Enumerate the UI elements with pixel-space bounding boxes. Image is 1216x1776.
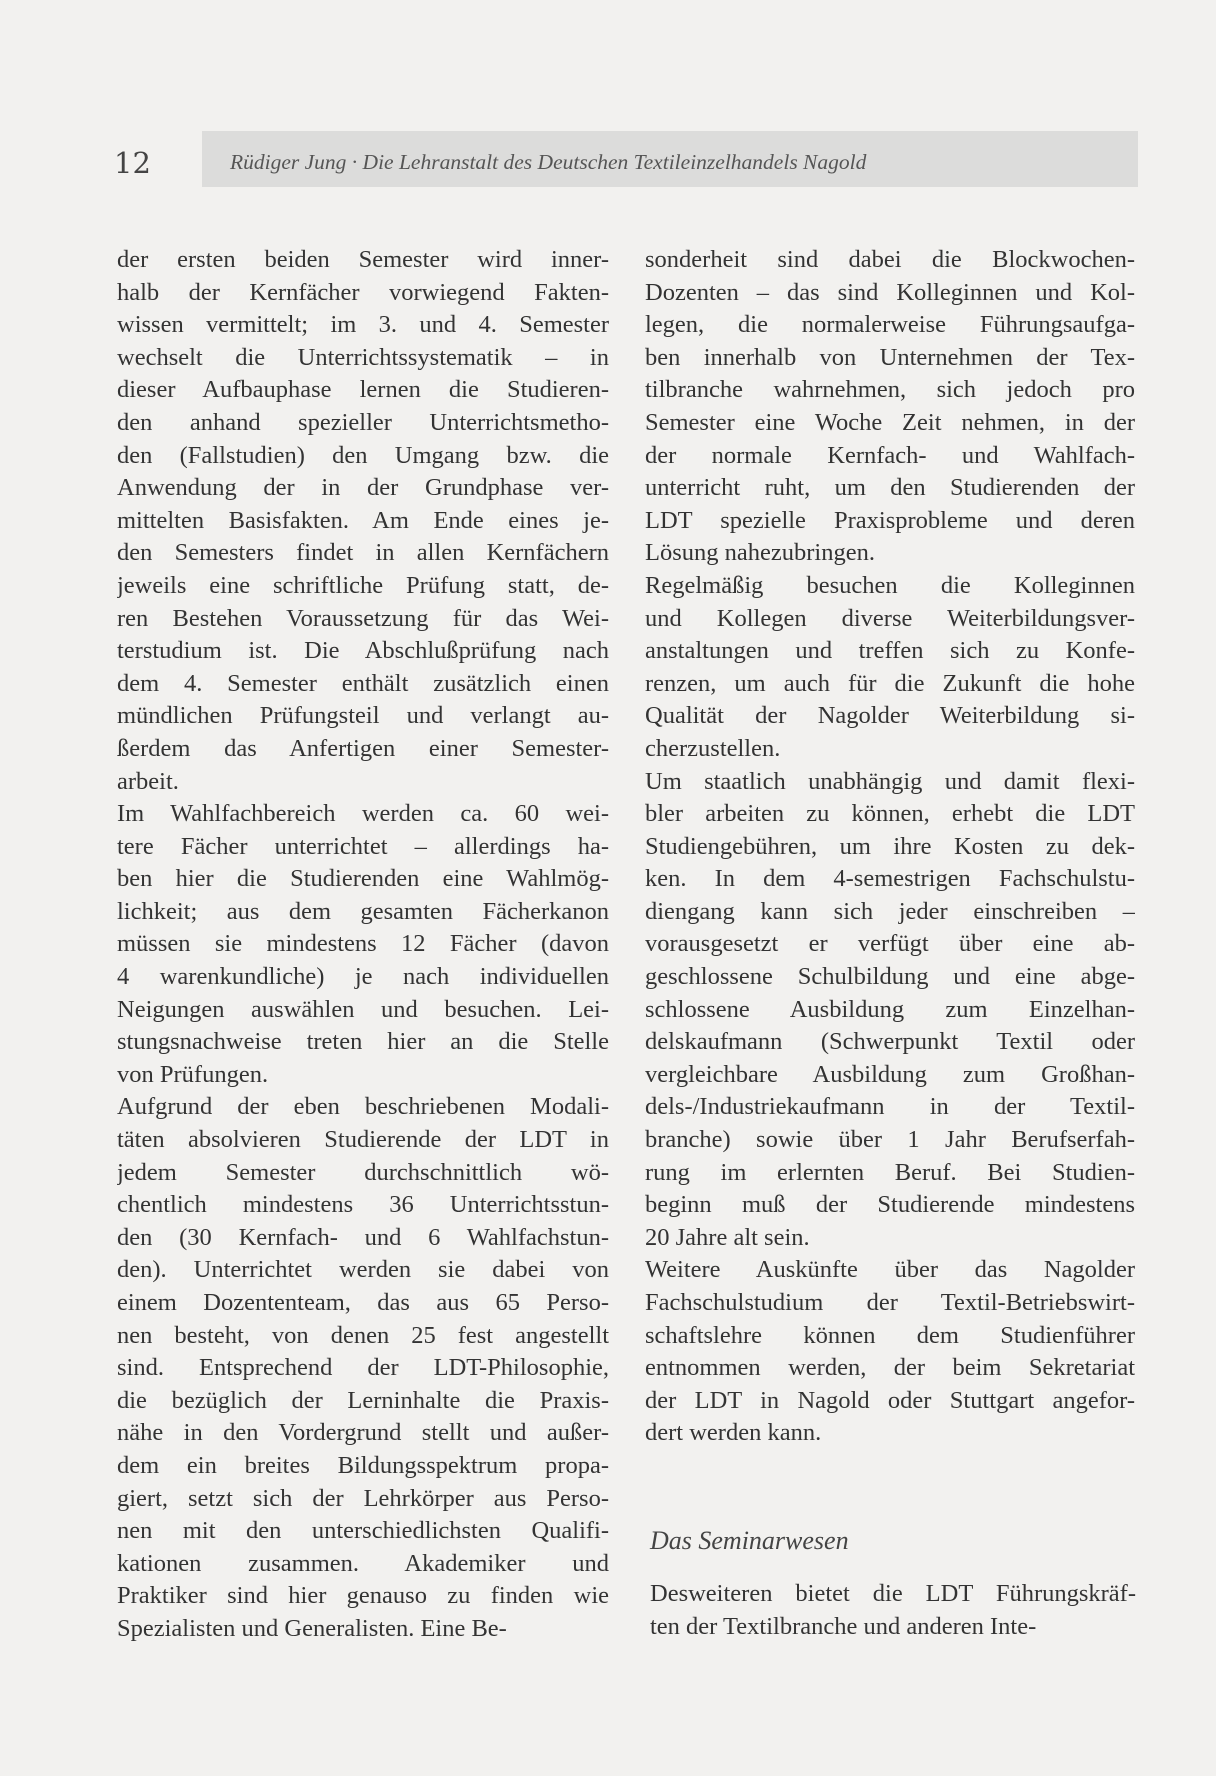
text-line: Im Wahlfachbereich werden ca. 60 wei-: [117, 800, 609, 828]
text-line: chentlich mindestens 36 Unterrichtsstun-: [117, 1191, 609, 1219]
text-line: LDT spezielle Praxisprobleme und deren: [645, 506, 1135, 534]
text-line: täten absolvieren Studierende der LDT in: [117, 1126, 609, 1154]
text-line: mittelten Basisfakten. Am Ende eines je-: [117, 506, 609, 534]
text-line: den Semesters findet in allen Kernfächern: [117, 539, 609, 567]
text-line: nähe in den Vordergrund stellt und außer-: [117, 1419, 609, 1447]
text-line: Aufgrund der eben beschriebenen Modali-: [117, 1093, 609, 1121]
text-line: Um staatlich unabhängig und damit flexi-: [645, 767, 1135, 795]
text-line: dem ein breites Bildungsspektrum propa-: [117, 1451, 609, 1479]
text-line: sonderheit sind dabei die Blockwochen-: [645, 246, 1135, 273]
running-head: Rüdiger Jung · Die Lehranstalt des Deutschen Textileinzelhandels Nagold: [230, 150, 867, 174]
text-line: ken. In dem 4-semestrigen Fachschulstu-: [645, 865, 1135, 893]
text-line: nen mit den unterschiedlichsten Qualifi-: [117, 1517, 609, 1545]
text-line: dels-/Industriekaufmann in der Textil-: [645, 1093, 1135, 1121]
text-line: diengang kann sich jeder einschreiben –: [645, 897, 1135, 925]
text-line: Desweiteren bietet die LDT Führungskräf-: [650, 1580, 1136, 1607]
text-line: legen, die normalerweise Führungsaufga-: [645, 311, 1135, 339]
text-line: Studiengebühren, um ihre Kosten zu dek-: [645, 832, 1135, 860]
text-line: Anwendung der in der Grundphase ver-: [117, 474, 609, 502]
text-line: rung im erlernten Beruf. Bei Studien-: [645, 1158, 1135, 1186]
text-line: ten der Textilbranche und anderen Inte-: [650, 1612, 1037, 1640]
text-line: giert, setzt sich der Lehrkörper aus Perso-: [117, 1484, 609, 1512]
text-line: Spezialisten und Generalisten. Eine Be-: [117, 1614, 507, 1642]
text-line: Praktiker sind hier genauso zu finden wie: [117, 1582, 609, 1610]
text-line: branche) sowie über 1 Jahr Berufserfah-: [645, 1126, 1135, 1154]
text-line: der LDT in Nagold oder Stuttgart angefor-: [645, 1386, 1135, 1414]
text-line: wechselt die Unterrichtssystematik – in: [117, 343, 609, 371]
text-line: Weitere Auskünfte über das Nagolder: [645, 1256, 1135, 1284]
text-line: ben hier die Studierenden eine Wahlmög-: [117, 865, 609, 893]
text-line: einem Dozententeam, das aus 65 Perso-: [117, 1289, 609, 1316]
text-line: Semester eine Woche Zeit nehmen, in der: [645, 408, 1135, 436]
left-column: [117, 244, 609, 1646]
text-line: 20 Jahre alt sein.: [645, 1223, 810, 1251]
text-line: den (Fallstudien) den Umgang bzw. die: [117, 441, 609, 469]
text-line: die bezüglich der Lerninhalte die Praxis-: [117, 1386, 609, 1414]
text-line: schlossene Ausbildung zum Einzelhan-: [645, 995, 1135, 1023]
text-line: Fachschulstudium der Textil-Betriebswirt-: [645, 1289, 1135, 1316]
text-line: 4 warenkundliche) je nach individuellen: [117, 963, 609, 991]
text-line: sind. Entsprechend der LDT-Philosophie,: [117, 1354, 609, 1382]
text-line: schaftslehre können dem Studienführer: [645, 1321, 1135, 1349]
section-heading: Das Seminarwesen: [650, 1526, 849, 1555]
text-line: der ersten beiden Semester wird inner-: [117, 246, 609, 273]
text-line: den (30 Kernfach- und 6 Wahlfachstun-: [117, 1223, 609, 1251]
text-line: Qualität der Nagolder Weiterbildung si-: [645, 702, 1135, 730]
text-line: lichkeit; aus dem gesamten Fächerkanon: [117, 897, 609, 925]
text-line: Regelmäßig besuchen die Kolleginnen: [645, 571, 1135, 599]
text-line: Dozenten – das sind Kolleginnen und Kol-: [645, 278, 1135, 306]
text-line: vorausgesetzt er verfügt über eine ab-: [645, 930, 1135, 958]
text-line: bler arbeiten zu können, erhebt die LDT: [645, 800, 1135, 828]
text-line: halb der Kernfächer vorwiegend Fakten-: [117, 278, 609, 306]
section-text: [650, 1578, 1136, 1643]
text-line: entnommen werden, der beim Sekretariat: [645, 1354, 1135, 1382]
text-line: unterricht ruht, um den Studierenden der: [645, 474, 1135, 502]
text-line: der normale Kernfach- und Wahlfach-: [645, 441, 1135, 469]
text-line: kationen zusammen. Akademiker und: [117, 1549, 609, 1577]
text-line: ben innerhalb von Unternehmen der Tex-: [645, 343, 1135, 371]
text-line: und Kollegen diverse Weiterbildungsver-: [645, 604, 1135, 632]
text-line: Lösung nahezubringen.: [645, 539, 875, 567]
right-column: [645, 244, 1135, 1450]
text-line: ren Bestehen Voraussetzung für das Wei-: [117, 604, 609, 632]
text-line: von Prüfungen.: [117, 1060, 269, 1088]
text-line: geschlossene Schulbildung und eine abge-: [645, 963, 1135, 991]
text-line: den). Unterrichtet werden sie dabei von: [117, 1256, 609, 1284]
text-line: mündlichen Prüfungsteil und verlangt au-: [117, 702, 609, 730]
text-line: renzen, um auch für die Zukunft die hohe: [645, 669, 1135, 697]
text-line: terstudium ist. Die Abschlußprüfung nach: [117, 637, 609, 665]
text-line: tilbranche wahrnehmen, sich jedoch pro: [645, 376, 1135, 404]
text-line: dert werden kann.: [645, 1419, 822, 1447]
text-line: jeweils eine schriftliche Prüfung statt, de-: [117, 571, 609, 599]
text-line: dem 4. Semester enthält zusätzlich einen: [117, 669, 609, 697]
text-line: delskaufmann (Schwerpunkt Textil oder: [645, 1028, 1135, 1056]
text-line: arbeit.: [117, 767, 179, 795]
text-line: nen besteht, von denen 25 fest angestellt: [117, 1321, 609, 1349]
text-line: stungsnachweise treten hier an die Stelle: [117, 1028, 609, 1056]
text-line: Neigungen auswählen und besuchen. Lei-: [117, 995, 609, 1023]
text-line: wissen vermittelt; im 3. und 4. Semester: [117, 311, 609, 339]
text-line: jedem Semester durchschnittlich wö-: [117, 1158, 609, 1186]
text-line: vergleichbare Ausbildung zum Großhan-: [645, 1060, 1135, 1088]
text-line: anstaltungen und treffen sich zu Konfe-: [645, 637, 1135, 665]
text-line: cherzustellen.: [645, 734, 781, 762]
text-line: ßerdem das Anfertigen einer Semester-: [117, 734, 609, 762]
text-line: den anhand spezieller Unterrichtsmetho-: [117, 408, 609, 436]
text-line: müssen sie mindestens 12 Fächer (davon: [117, 930, 609, 958]
text-line: dieser Aufbauphase lernen die Studieren-: [117, 376, 609, 404]
text-line: tere Fächer unterrichtet – allerdings ha-: [117, 832, 609, 860]
page-number: 12: [114, 146, 151, 180]
text-line: beginn muß der Studierende mindestens: [645, 1191, 1135, 1219]
